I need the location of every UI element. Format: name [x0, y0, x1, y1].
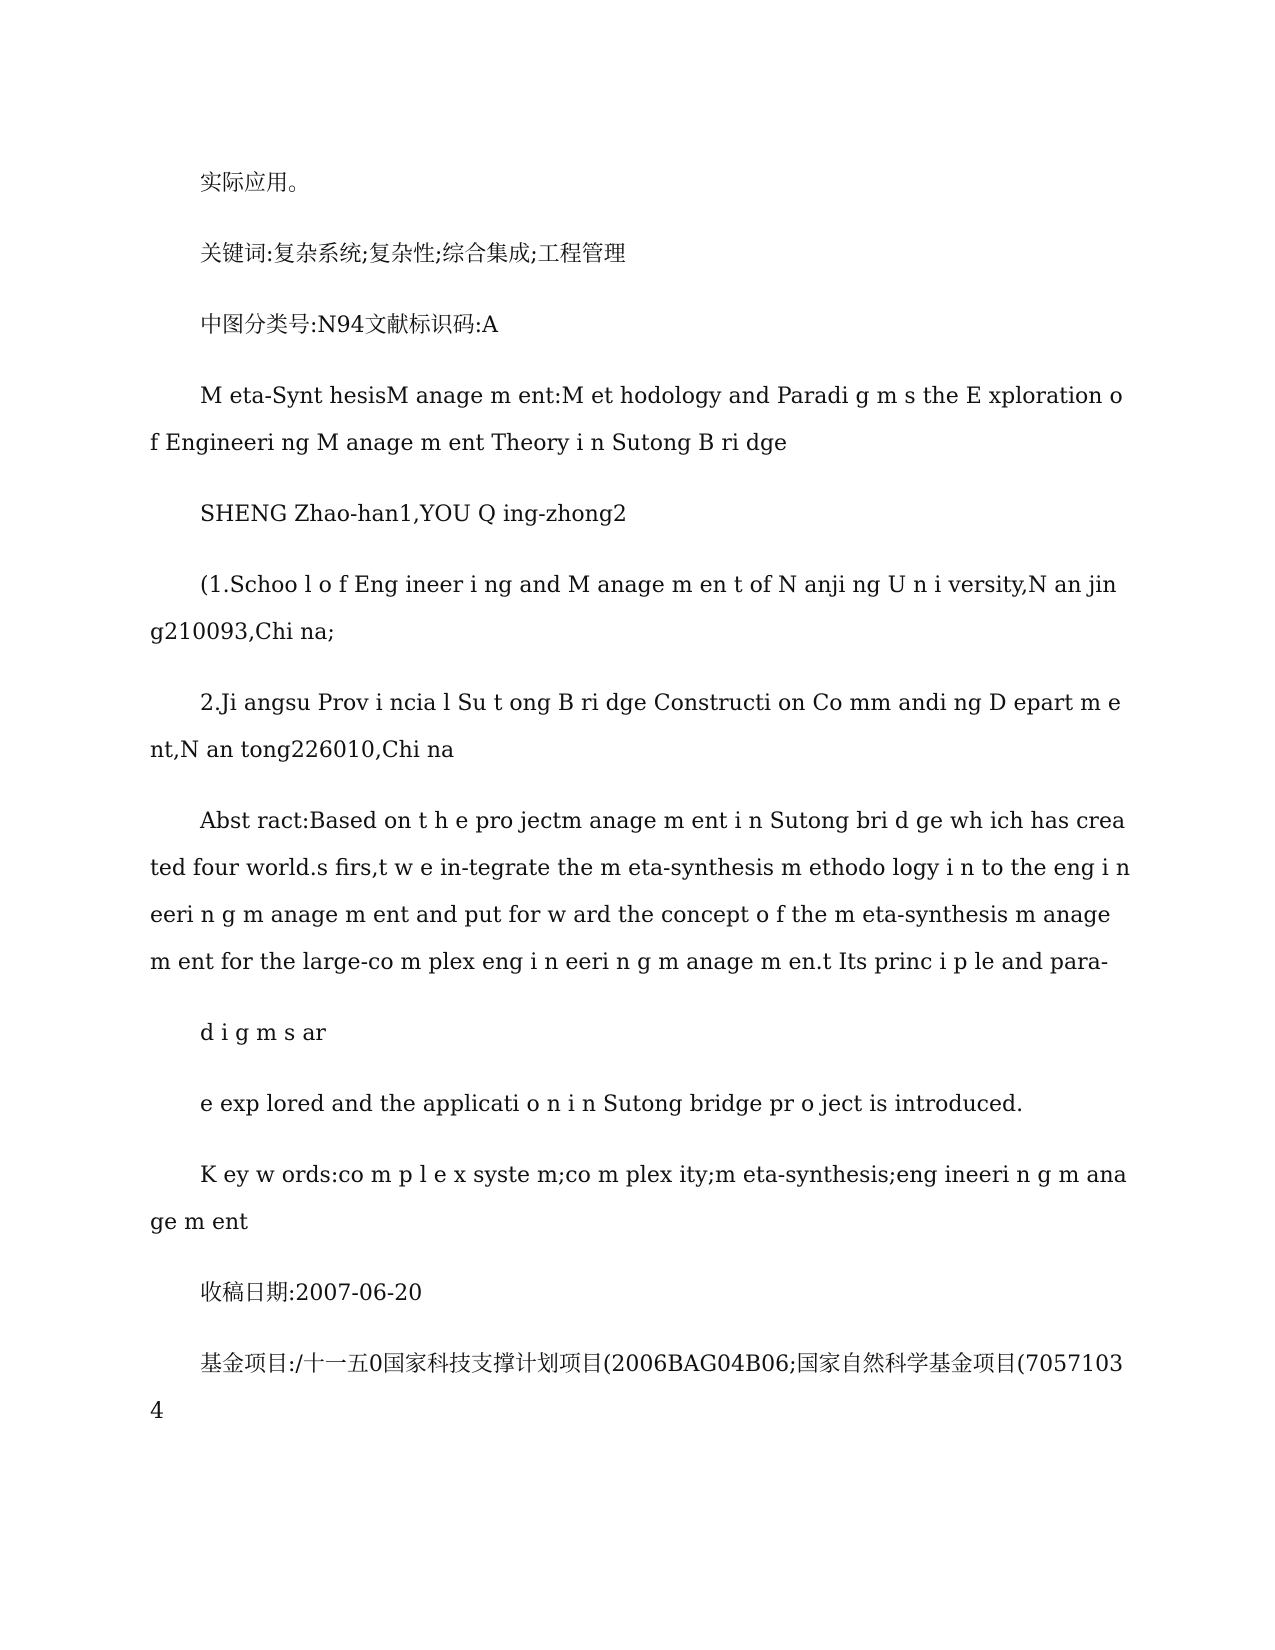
paragraph-classification: 中图分类号:N94文献标识码:A: [200, 313, 498, 338]
paragraph-abstract-fragment-1: d i g m s ar: [200, 1021, 326, 1046]
paragraph-english-title: M eta-Synt hesisM anage m ent:M et hodology and Paradi g m s the E xploration of Engineeri ng M anage m ent Theory i n Sutong B ri dge: [150, 384, 1123, 456]
paragraph-affiliation-1: (1.Schoo l o f Eng ineer i ng and M anage m en t of N anji ng U n i versity,N an jing210093,Chi na;: [150, 573, 1117, 645]
paragraph-abstract-fragment-2: e exp lored and the applicati o n i n Sutong bridge pr o ject is introduced.: [200, 1092, 1024, 1117]
document-body: [150, 160, 1138, 1459]
paragraph-application: 实际应用。: [200, 171, 311, 196]
paragraph-keywords-cn: 关键词:复杂系统;复杂性;综合集成;工程管理: [200, 242, 626, 267]
paragraph-authors: SHENG Zhao-han1,YOU Q ing-zhong2: [200, 502, 627, 527]
paragraph-abstract: Abst ract:Based on t h e pro jectm anage m ent i n Sutong bri d ge wh ich has created four world.s firs,t w e in-tegrate the m eta-synthesis m ethodo logy i n to the eng i n eeri n g m anage m ent and put for w ard the concept o f the m eta-synthesis m anage m ent for the large-co m plex eng i n eeri n g m anage m en.t Its princ i p le and para-: [150, 809, 1138, 975]
paragraph-affiliation-2: 2.Ji angsu Prov i ncia l Su t ong B ri dge Constructi on Co mm andi ng D epart m ent,N an tong226010,Chi na: [150, 691, 1121, 763]
paragraph-keywords-en: K ey w ords:co m p l e x syste m;co m plex ity;m eta-synthesis;eng ineeri n g m anage m ent: [150, 1163, 1127, 1235]
paragraph-received-date: 收稿日期:2007-06-20: [200, 1281, 423, 1306]
paragraph-funding: 基金项目:/十一五0国家科技支撑计划项目(2006BAG04B06;国家自然科学基金项目(70571034: [150, 1352, 1124, 1424]
